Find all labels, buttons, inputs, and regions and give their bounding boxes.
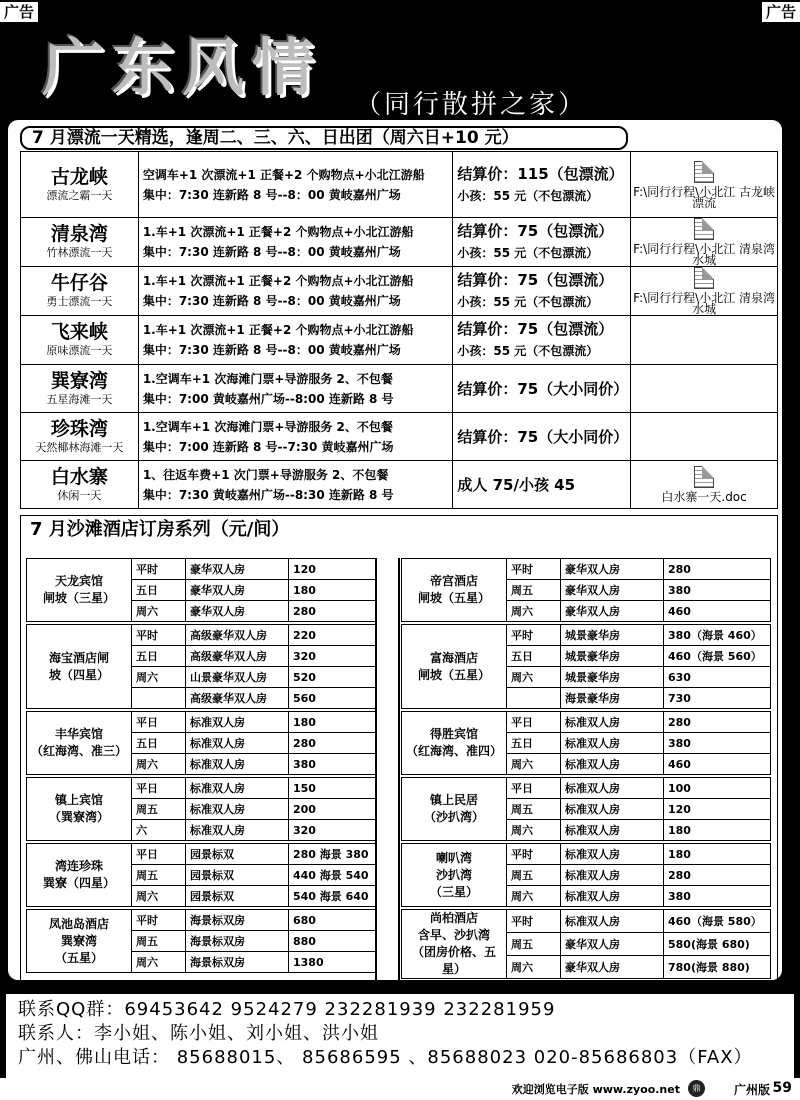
tour-price: 成人 75/小孩 45 bbox=[457, 475, 576, 494]
room-type: 豪华双人房 bbox=[186, 601, 289, 622]
tour-inclusions: 1.车+1 次漂流+1 正餐+2 个购物点+小北江游船 bbox=[142, 274, 414, 288]
tour-name: 牛仔谷 bbox=[50, 272, 108, 294]
room-price: 780(海景 880) bbox=[664, 956, 771, 979]
footer-website: 欢迎浏览电子版 www.zyoo.net bbox=[511, 1083, 680, 1096]
ad-label-right: 广告 bbox=[762, 2, 800, 22]
hotel-name: 帝宫酒店 闸坡（五星） bbox=[402, 559, 507, 622]
tour-name: 飞来峡 bbox=[50, 321, 108, 343]
room-price: 280 bbox=[289, 733, 377, 754]
room-price: 320 bbox=[289, 820, 377, 841]
tour-name: 清泉湾 bbox=[50, 223, 108, 245]
hotel-name: 镇上民居 （沙扒湾） bbox=[402, 778, 507, 841]
file-link[interactable]: F:\同行行程\小北江 古龙峡漂流 bbox=[633, 184, 776, 210]
tour-name: 巽寮湾 bbox=[50, 369, 108, 392]
hotel-table bbox=[401, 909, 771, 979]
room-type: 高级豪华双人房 bbox=[186, 646, 289, 667]
file-link[interactable]: 白水寨一天.doc bbox=[661, 490, 747, 504]
hotel-rate-row bbox=[402, 559, 771, 580]
tour-child-price: 小孩：55 元（不包漂流） bbox=[457, 295, 599, 309]
room-price: 460（海景 580） bbox=[664, 910, 771, 933]
hotel-table bbox=[401, 558, 771, 622]
hotel-name: 海宝酒店闸 坡（四星） bbox=[27, 625, 132, 709]
rafting-section-title: 7 月漂流一天精选，逢周二、三、六、日出团（周六日+10 元） bbox=[20, 126, 628, 150]
hotel-table bbox=[401, 777, 771, 841]
rate-day: 五日 bbox=[132, 580, 186, 601]
room-type: 海景标双房 bbox=[186, 931, 289, 952]
tour-row bbox=[21, 413, 778, 461]
tour-child-price: 小孩：55 元（不包漂流） bbox=[457, 246, 599, 260]
tour-file-cell bbox=[631, 267, 778, 316]
tour-price: 结算价：75（包漂流） bbox=[457, 320, 614, 338]
room-type: 园景标双 bbox=[186, 886, 289, 907]
tour-meeting-point: 集中：7:30 连新路 8 号--8：00 黄岐嘉州广场 bbox=[142, 294, 401, 308]
tour-row bbox=[21, 267, 778, 316]
tour-file-cell bbox=[631, 152, 778, 218]
tour-meeting-point: 集中：7:30 连新路 8 号--8：00 黄岐嘉州广场 bbox=[142, 187, 401, 202]
rate-day: 周六 bbox=[507, 754, 561, 775]
room-price: 180 bbox=[289, 712, 377, 733]
tour-inclusions: 1.车+1 次漂流+1 正餐+2 个购物点+小北江游船 bbox=[142, 323, 414, 337]
tour-row bbox=[21, 152, 778, 218]
contact-people: 联系人：李小姐、陈小姐、刘小姐、洪小姐 bbox=[18, 1023, 379, 1044]
hotel-rate-row bbox=[402, 625, 771, 646]
tour-inclusions: 1.空调车+1 次海滩门票+导游服务 2、不包餐 bbox=[142, 371, 393, 386]
room-price: 380（海景 460） bbox=[664, 625, 771, 646]
contact-box bbox=[6, 994, 794, 1078]
room-price: 280 bbox=[289, 601, 377, 622]
tour-price: 结算价：75（包漂流） bbox=[457, 271, 614, 289]
footer-logo-icon: 鼎 bbox=[688, 1080, 705, 1097]
room-type: 标准双人房 bbox=[186, 799, 289, 820]
hotel-name: 富海酒店 闸坡（五星） bbox=[402, 625, 507, 709]
tour-file-cell bbox=[631, 316, 778, 365]
room-type: 山景豪华双人房 bbox=[186, 667, 289, 688]
tour-price-cell bbox=[453, 152, 631, 218]
room-price: 880 bbox=[289, 931, 377, 952]
rate-day: 平时 bbox=[132, 559, 186, 580]
tour-desc-cell bbox=[138, 152, 453, 218]
hotel-name: 喇叭湾 沙扒湾 （三星） bbox=[402, 844, 507, 907]
hotel-name: 得胜宾馆 （红海湾、准四） bbox=[402, 712, 507, 775]
tour-desc-cell bbox=[138, 267, 453, 316]
room-type: 标准双人房 bbox=[561, 778, 664, 799]
tour-desc-cell bbox=[138, 413, 453, 461]
file-link[interactable]: F:\同行行程\小北江 清泉湾水城 bbox=[633, 291, 776, 316]
room-price: 540 海景 640 bbox=[289, 886, 377, 907]
room-type: 高级豪华双人房 bbox=[186, 688, 289, 709]
tour-price-cell bbox=[453, 365, 631, 413]
hotel-name: 镇上宾馆 （巽寮湾） bbox=[27, 778, 132, 841]
tour-inclusions: 1.空调车+1 次海滩门票+导游服务 2、不包餐 bbox=[142, 419, 393, 434]
footer bbox=[0, 1078, 800, 1100]
tour-desc-cell bbox=[138, 461, 453, 509]
rate-day: 平日 bbox=[132, 844, 186, 865]
room-type: 园景标双 bbox=[186, 865, 289, 886]
tour-file-cell bbox=[631, 413, 778, 461]
room-type: 海景标双房 bbox=[186, 910, 289, 931]
tour-price: 结算价：75（大小同价） bbox=[457, 379, 629, 398]
room-price: 200 bbox=[289, 799, 377, 820]
rate-day: 周六 bbox=[132, 667, 186, 688]
room-type: 豪华双人房 bbox=[561, 601, 664, 622]
tour-price: 结算价：115（包漂流） bbox=[457, 164, 624, 183]
room-price: 380 bbox=[664, 886, 771, 907]
room-price: 440 海景 540 bbox=[289, 865, 377, 886]
rate-day: 五日 bbox=[507, 733, 561, 754]
room-price: 380 bbox=[289, 754, 377, 775]
ad-label-left: 广告 bbox=[0, 2, 38, 22]
hotel-column-right bbox=[401, 558, 771, 981]
tour-row bbox=[21, 365, 778, 413]
tour-name: 古龙峡 bbox=[50, 165, 108, 188]
room-type: 标准双人房 bbox=[186, 712, 289, 733]
room-type: 豪华双人房 bbox=[186, 580, 289, 601]
page-subtitle: （同行散拼之家） bbox=[355, 90, 588, 120]
rate-day: 平时 bbox=[132, 910, 186, 931]
hotel-table bbox=[26, 624, 377, 709]
hotel-rate-row bbox=[402, 844, 771, 865]
hotel-name: 尚柏酒店 含早、沙扒湾 （团房价格、五星） bbox=[402, 910, 507, 979]
tour-price-cell bbox=[453, 461, 631, 509]
hotel-rate-row bbox=[27, 910, 377, 931]
tour-meeting-point: 集中：7:00 连新路 8 号--7:30 黄岐嘉州广场 bbox=[142, 439, 394, 454]
tour-subtitle: 天然椰林海滩一天 bbox=[35, 440, 124, 454]
document-icon[interactable] bbox=[694, 218, 714, 240]
tour-price: 结算价：75（包漂流） bbox=[457, 222, 614, 240]
contact-qq: 联系QQ群：69453642 9524279 232281939 232281959 bbox=[18, 999, 556, 1020]
document-icon[interactable] bbox=[694, 267, 714, 289]
tour-price-cell bbox=[453, 316, 631, 365]
room-type: 标准双人房 bbox=[561, 754, 664, 775]
page-title: 广东风情 bbox=[42, 31, 323, 104]
rate-day: 平日 bbox=[507, 712, 561, 733]
room-type: 标准双人房 bbox=[561, 799, 664, 820]
room-price: 100 bbox=[664, 778, 771, 799]
room-price: 120 bbox=[664, 799, 771, 820]
room-price: 680 bbox=[289, 910, 377, 931]
room-type: 豪华双人房 bbox=[561, 933, 664, 956]
hotel-rate-row bbox=[27, 844, 377, 865]
hotel-rate-row bbox=[402, 712, 771, 733]
room-price: 580(海景 680) bbox=[664, 933, 771, 956]
rate-day: 周五 bbox=[132, 799, 186, 820]
tour-name-cell bbox=[21, 365, 139, 413]
room-price: 180 bbox=[289, 580, 377, 601]
rate-day bbox=[507, 688, 561, 709]
rate-day: 周五 bbox=[507, 865, 561, 886]
room-price: 730 bbox=[664, 688, 771, 709]
rate-day: 六 bbox=[132, 820, 186, 841]
hotel-table bbox=[26, 777, 377, 841]
tour-price: 结算价：75（大小同价） bbox=[457, 427, 629, 446]
tour-child-price: 小孩：55 元（不包漂流） bbox=[457, 344, 599, 358]
tour-row bbox=[21, 218, 778, 267]
tour-row bbox=[21, 461, 778, 509]
room-type: 标准双人房 bbox=[561, 886, 664, 907]
tour-row bbox=[21, 316, 778, 365]
room-price: 460（海景 560） bbox=[664, 646, 771, 667]
tour-inclusions: 空调车+1 次漂流+1 正餐+2 个购物点+小北江游船 bbox=[142, 167, 425, 182]
tour-subtitle: 漂流之霸一天 bbox=[46, 188, 113, 202]
tour-subtitle: 竹林漂流一天 bbox=[46, 246, 113, 259]
rate-day bbox=[132, 688, 186, 709]
rate-day: 周六 bbox=[132, 886, 186, 907]
room-type: 城景豪华房 bbox=[561, 667, 664, 688]
room-price: 460 bbox=[664, 754, 771, 775]
room-type: 海景标双房 bbox=[186, 952, 289, 973]
rate-day: 平时 bbox=[132, 625, 186, 646]
hotel-table bbox=[26, 711, 377, 775]
tour-desc-cell bbox=[138, 218, 453, 267]
room-type: 标准双人房 bbox=[561, 844, 664, 865]
rate-day: 周五 bbox=[132, 865, 186, 886]
tour-meeting-point: 集中：7:30 连新路 8 号--8：00 黄岐嘉州广场 bbox=[142, 343, 401, 357]
tour-file-cell bbox=[631, 365, 778, 413]
rate-day: 周六 bbox=[132, 754, 186, 775]
room-price: 220 bbox=[289, 625, 377, 646]
room-type: 城景豪华房 bbox=[561, 625, 664, 646]
hotel-table bbox=[401, 624, 771, 709]
hotel-table bbox=[26, 843, 377, 907]
rate-day: 周五 bbox=[507, 580, 561, 601]
document-icon[interactable] bbox=[694, 161, 714, 183]
room-type: 豪华双人房 bbox=[561, 559, 664, 580]
column-divider bbox=[375, 558, 400, 980]
room-price: 180 bbox=[664, 820, 771, 841]
hotel-column-left bbox=[26, 558, 377, 975]
tour-subtitle: 勇士漂流一天 bbox=[46, 295, 113, 308]
rate-day: 平时 bbox=[507, 559, 561, 580]
room-type: 高级豪华双人房 bbox=[186, 625, 289, 646]
hotel-section-title: 7 月沙滩酒店订房系列（元/间） bbox=[30, 519, 290, 540]
hotel-rate-row bbox=[402, 778, 771, 799]
room-price: 280 bbox=[664, 559, 771, 580]
tour-name-cell bbox=[21, 316, 139, 365]
tour-subtitle: 五星海滩一天 bbox=[46, 392, 113, 406]
room-type: 城景豪华房 bbox=[561, 646, 664, 667]
hotel-rate-row bbox=[27, 559, 377, 580]
room-type: 标准双人房 bbox=[186, 820, 289, 841]
rate-day: 平时 bbox=[507, 910, 561, 933]
tour-name-cell bbox=[21, 218, 139, 267]
room-price: 630 bbox=[664, 667, 771, 688]
hotel-table bbox=[26, 558, 377, 622]
hotel-name: 天龙宾馆 闸坡（三星） bbox=[27, 559, 132, 622]
rate-day: 周六 bbox=[507, 956, 561, 979]
tour-name-cell bbox=[21, 267, 139, 316]
room-type: 豪华双人房 bbox=[561, 580, 664, 601]
tour-meeting-point: 集中：7:00 黄岐嘉州广场--8:00 连新路 8 号 bbox=[142, 391, 394, 406]
tour-name: 白水寨 bbox=[50, 465, 108, 488]
rate-day: 周五 bbox=[507, 933, 561, 956]
room-price: 560 bbox=[289, 688, 377, 709]
room-type: 标准双人房 bbox=[561, 820, 664, 841]
tour-price-cell bbox=[453, 267, 631, 316]
rate-day: 周六 bbox=[132, 952, 186, 973]
rate-day: 周六 bbox=[507, 667, 561, 688]
hotel-rate-row bbox=[27, 712, 377, 733]
room-type: 豪华双人房 bbox=[561, 956, 664, 979]
room-type: 豪华双人房 bbox=[186, 559, 289, 580]
tour-name-cell bbox=[21, 413, 139, 461]
tour-subtitle: 原味漂流一天 bbox=[46, 344, 113, 357]
tour-name-cell bbox=[21, 461, 139, 509]
rate-day: 平日 bbox=[132, 712, 186, 733]
tour-price-cell bbox=[453, 218, 631, 267]
rate-day: 周六 bbox=[132, 601, 186, 622]
room-price: 280 bbox=[664, 865, 771, 886]
room-price: 380 bbox=[664, 733, 771, 754]
room-price: 320 bbox=[289, 646, 377, 667]
rate-day: 平时 bbox=[507, 844, 561, 865]
room-type: 标准双人房 bbox=[561, 910, 664, 933]
room-type: 园景标双 bbox=[186, 844, 289, 865]
contact-phone: 广州、佛山电话： 85688015、 85686595 、85688023 020-85686803（FAX） bbox=[18, 1047, 753, 1068]
room-type: 标准双人房 bbox=[561, 733, 664, 754]
room-type: 标准双人房 bbox=[561, 865, 664, 886]
tour-desc-cell bbox=[138, 365, 453, 413]
file-link[interactable]: F:\同行行程\小北江 清泉湾水城 bbox=[633, 242, 776, 267]
rate-day: 五日 bbox=[132, 733, 186, 754]
tour-desc-cell bbox=[138, 316, 453, 365]
footer-edition: 广州版 bbox=[733, 1083, 770, 1097]
room-type: 标准双人房 bbox=[186, 754, 289, 775]
room-price: 1380 bbox=[289, 952, 377, 973]
tour-child-price: 小孩：55 元（不包漂流） bbox=[457, 188, 599, 203]
rate-day: 平日 bbox=[132, 778, 186, 799]
room-price: 150 bbox=[289, 778, 377, 799]
rate-day: 周六 bbox=[507, 886, 561, 907]
rafting-table bbox=[20, 151, 778, 509]
rate-day: 五日 bbox=[132, 646, 186, 667]
rate-day: 平时 bbox=[507, 625, 561, 646]
hotel-name: 凤池岛酒店 巽寮湾 （五星） bbox=[27, 910, 132, 973]
tour-price-cell bbox=[453, 413, 631, 461]
tour-meeting-point: 集中：7:30 连新路 8 号--8：00 黄岐嘉州广场 bbox=[142, 245, 401, 259]
tour-meeting-point: 集中：7:30 黄岐嘉州广场--8:30 连新路 8 号 bbox=[142, 487, 394, 502]
rate-day: 周六 bbox=[507, 820, 561, 841]
room-price: 180 bbox=[664, 844, 771, 865]
document-icon[interactable] bbox=[694, 466, 714, 488]
hotel-table bbox=[401, 843, 771, 907]
tour-subtitle: 休闲一天 bbox=[57, 488, 102, 502]
rate-day: 周六 bbox=[507, 601, 561, 622]
tour-name-cell bbox=[21, 152, 139, 218]
room-price: 280 海景 380 bbox=[289, 844, 377, 865]
rate-day: 周五 bbox=[507, 799, 561, 820]
hotel-rate-row bbox=[27, 625, 377, 646]
room-price: 460 bbox=[664, 601, 771, 622]
tour-file-cell bbox=[631, 218, 778, 267]
page-number: 59 bbox=[772, 1080, 792, 1096]
room-type: 标准双人房 bbox=[186, 733, 289, 754]
hotel-table bbox=[26, 909, 377, 973]
tour-inclusions: 1.车+1 次漂流+1 正餐+2 个购物点+小北江游船 bbox=[142, 225, 414, 239]
rate-day: 平日 bbox=[507, 778, 561, 799]
room-type: 标准双人房 bbox=[186, 778, 289, 799]
rate-day: 五日 bbox=[507, 646, 561, 667]
room-price: 380 bbox=[664, 580, 771, 601]
hotel-name: 湾连珍珠 巽寮（四星） bbox=[27, 844, 132, 907]
room-type: 海景豪华房 bbox=[561, 688, 664, 709]
hotel-table bbox=[401, 711, 771, 775]
room-price: 520 bbox=[289, 667, 377, 688]
room-price: 280 bbox=[664, 712, 771, 733]
rate-day: 周五 bbox=[132, 931, 186, 952]
tour-inclusions: 1、往返车费+1 次门票+导游服务 2、不包餐 bbox=[142, 467, 389, 482]
hotel-name: 丰华宾馆 （红海湾、准三） bbox=[27, 712, 132, 775]
tour-file-cell bbox=[631, 461, 778, 509]
room-type: 标准双人房 bbox=[561, 712, 664, 733]
hotel-rate-row bbox=[402, 910, 771, 933]
room-price: 120 bbox=[289, 559, 377, 580]
hotel-rate-row bbox=[27, 778, 377, 799]
tour-name: 珍珠湾 bbox=[50, 417, 108, 440]
